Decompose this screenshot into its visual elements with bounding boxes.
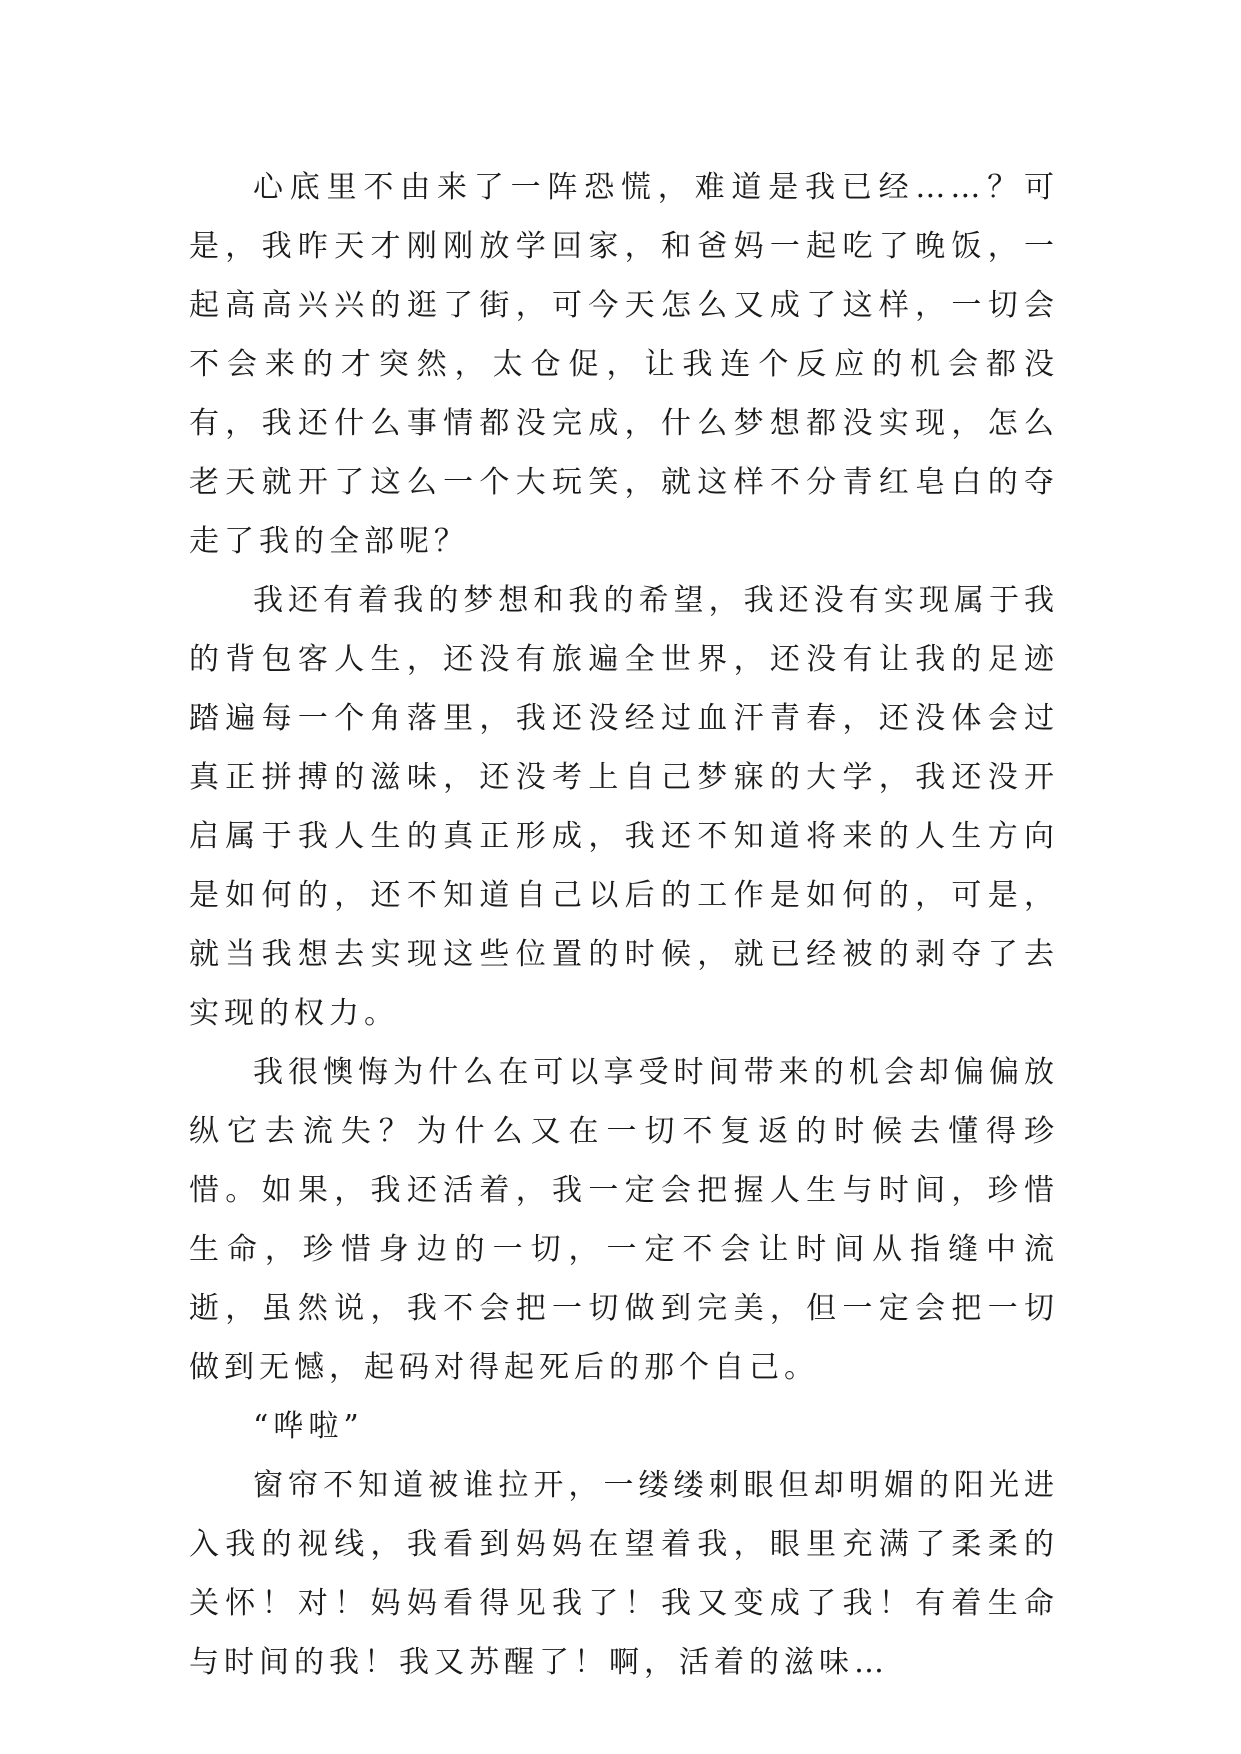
paragraph: 窗帘不知道被谁拉开，一缕缕刺眼但却明媚的阳光进入我的视线，我看到妈妈在望着我，眼里充满了柔柔的关怀！对！妈妈看得见我了！我又变成了我！有着生命与时间的我！我又苏醒了！啊，活着的滋味… — [189, 1468, 1059, 1680]
paragraph: 心底里不由来了一阵恐慌，难道是我已经……？可是，我昨天才刚刚放学回家，和爸妈一起吃了晚饭，一起高高兴兴的逛了街，可今天怎么又成了这样，一切会不会来的才突然，太仓促，让我连个反应的机会都没有，我还什么事情都没完成，什么梦想都没实现，怎么老天就开了这么一个大玩笑，就这样不分青红皂白的夺走了我的全部呢？ — [189, 170, 1059, 559]
paragraph: 我很懊悔为什么在可以享受时间带来的机会却偏偏放纵它去流失？为什么又在一切不复返的时候去懂得珍惜。如果，我还活着，我一定会把握人生与时间，珍惜生命，珍惜身边的一切，一定不会让时间从指缝中流逝，虽然说，我不会把一切做到完美，但一定会把一切做到无憾，起码对得起死后的那个自己。 — [189, 1055, 1059, 1385]
paragraph-sound-effect: “哗啦” — [253, 1409, 364, 1444]
paragraph: 我还有着我的梦想和我的希望，我还没有实现属于我的背包客人生，还没有旅遍全世界，还没有让我的足迹踏遍每一个角落里，我还没经过血汗青春，还没体会过真正拼搏的滋味，还没考上自己梦寐的大学，我还没开启属于我人生的真正形成，我还不知道将来的人生方向是如何的，还不知道自己以后的工作是如何的，可是，就当我想去实现这些位置的时候，就已经被的剥夺了去实现的权力。 — [189, 583, 1059, 1031]
document-body — [189, 158, 1059, 1692]
